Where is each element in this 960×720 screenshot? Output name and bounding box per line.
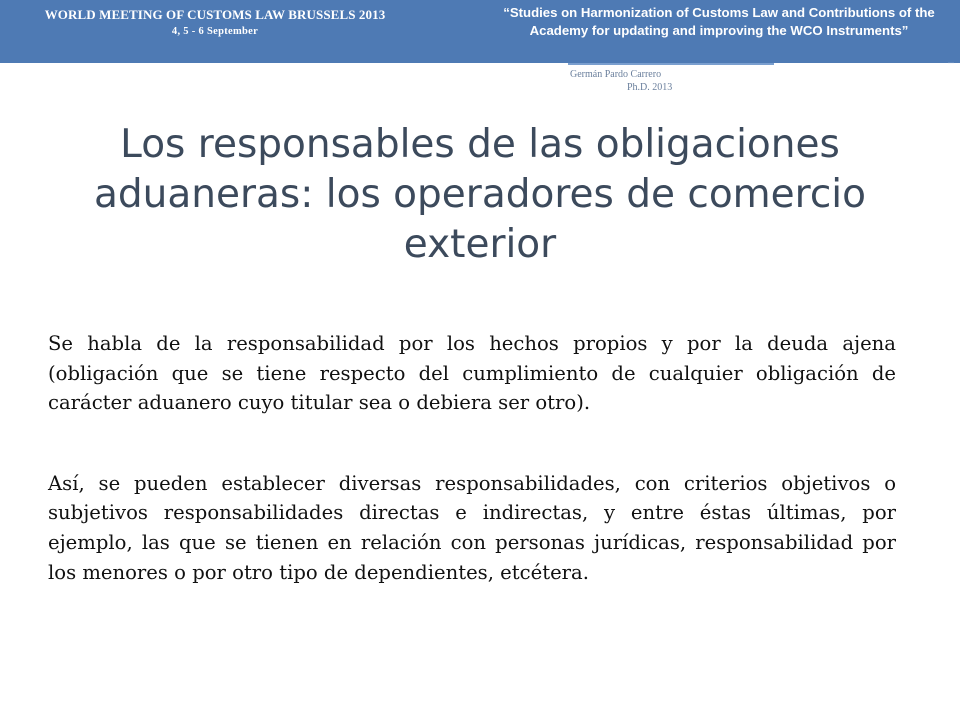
body-paragraph-1: Se habla de la responsabilidad por los hechos propios y por la deuda ajena (obligación que se tiene respecto del cumplimiento de cualquier obligación de carácter aduanero cuyo titular sea o debiera ser otro). xyxy=(48,332,896,415)
author-degree: Ph.D. 2013 xyxy=(627,82,673,93)
body-paragraph-2: Así, se pueden establecer diversas responsabilidades, con criterios objetivos o subjetivos responsabilidades directas e indirectas, y entre éstas últimas, por ejemplo, las que se tienen en relación con personas jurídicas, responsabilidad por los menores o por otro tipo de dependientes, etcétera. xyxy=(48,471,896,584)
header-bar xyxy=(0,0,960,63)
meeting-dates: 4, 5 - 6 September xyxy=(171,26,259,37)
author-name: Germán Pardo Carrero xyxy=(570,69,662,80)
slide-body xyxy=(48,329,896,587)
header-mark: ⋯ xyxy=(948,61,954,67)
author-block xyxy=(570,68,672,94)
slide-title: Los responsables de las obligaciones aduaneras: los operadores de comercio exterior xyxy=(94,122,866,267)
accent-line xyxy=(568,63,774,65)
meeting-title: WORLD MEETING OF CUSTOMS LAW BRUSSELS 2013 xyxy=(44,7,386,22)
meeting-info xyxy=(0,7,430,37)
header-tagline: “Studies on Harmonization of Customs Law and Contributions of the Academy for updating and improving the WCO Instruments” xyxy=(503,5,935,38)
